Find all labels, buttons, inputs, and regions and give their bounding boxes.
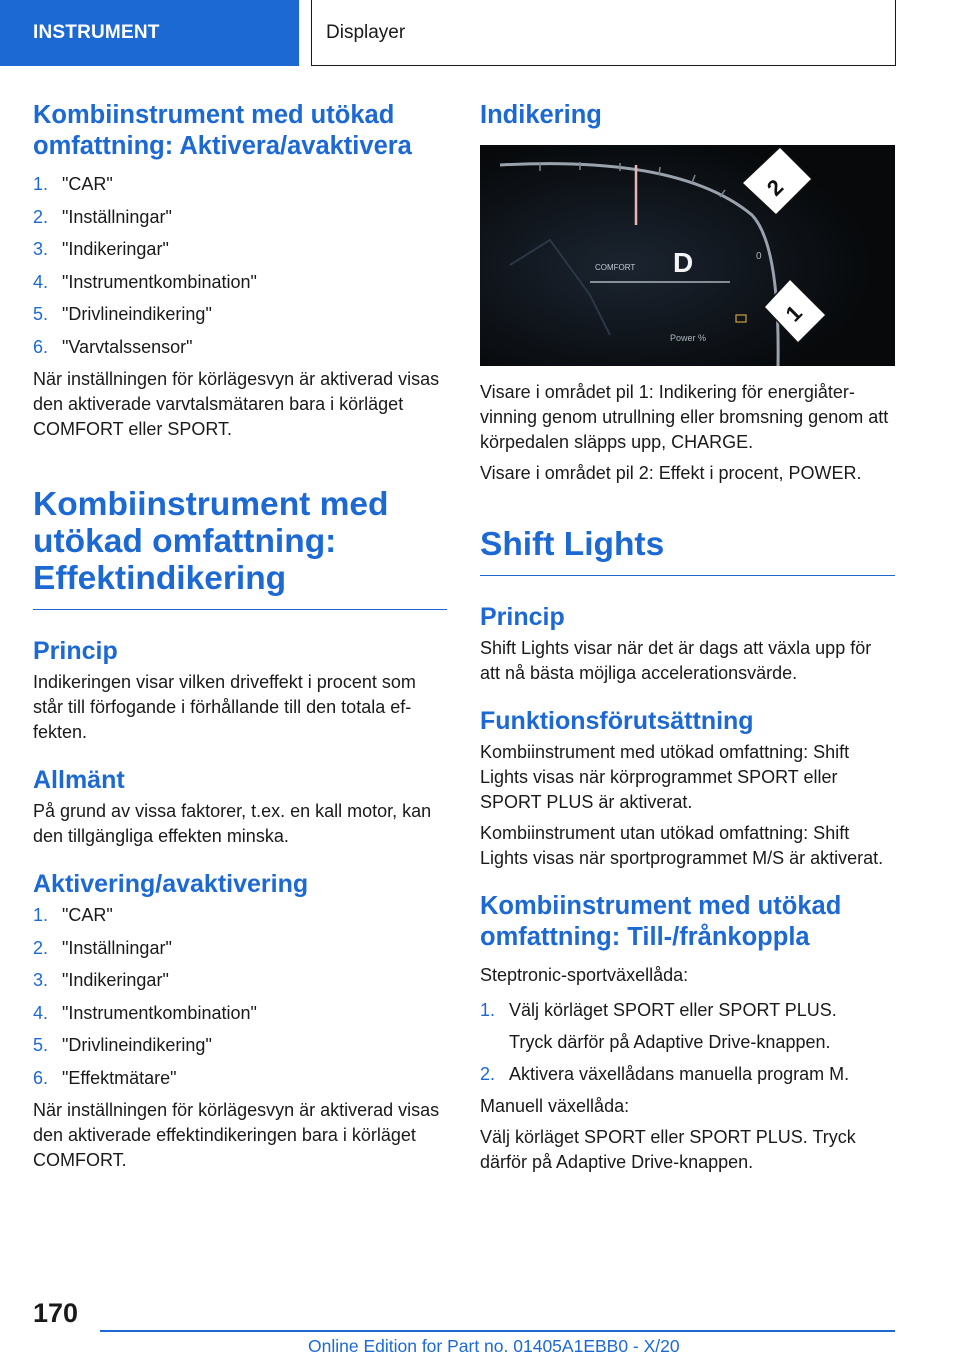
- paragraph: Shift Lights visar när det är dags att växla upp för att nå bästa möjliga accelerationsvärde.: [480, 638, 872, 683]
- heading-princip: Princip: [480, 603, 565, 631]
- heading-activate: Kombiinstrument med utökad omfattning: Aktivera/avaktivera: [33, 101, 412, 160]
- paragraph: När inställningen för körlägesvyn är aktiverad visas den aktiverade varvtalsmätaren bara i körläget COMFORT eller SPORT.: [33, 369, 440, 439]
- gear-indicator: D: [673, 247, 694, 278]
- paragraph: Välj körläget SPORT eller SPORT PLUS. Tryck därför på Adaptive Drive-knappen.: [480, 1127, 856, 1172]
- list-item: 5. "Drivlineindikering": [33, 304, 212, 324]
- left-column: [33, 100, 447, 1179]
- list-item: 6. "Varvtalssensor": [33, 336, 193, 357]
- list-item: 1. "CAR": [33, 174, 113, 194]
- chapter-tab: [311, 0, 896, 66]
- paragraph: Indikeringen visar vilken driveffekt i procent som står till förfogande i förhållande till den totala effekten.: [33, 672, 416, 742]
- paragraph: På grund av vissa faktorer, t.ex. en kall motor, kan den tillgängliga effekten minska.: [33, 801, 432, 846]
- chapter-title: Displayer: [326, 21, 406, 43]
- svg-text:1: 1: [780, 300, 807, 327]
- paragraph: Kombiinstrument utan utökad omfattning: Shift Lights visas när sportprogrammet M/S är aktiverat.: [480, 823, 884, 868]
- list-item: 2. "Inställningar": [33, 937, 172, 958]
- heading-allmant: Allmänt: [33, 766, 125, 794]
- heading-shift-lights: Shift Lights: [480, 526, 895, 576]
- power-label: Power %: [670, 333, 707, 343]
- list-item: 4. "Instrumentkombination": [33, 271, 257, 292]
- paragraph: Manuell växellåda:: [480, 1096, 630, 1116]
- footer-divider: [100, 1330, 895, 1332]
- heading-effektindikering: Kombiinstrument med utökad omfattning: Effektindikering: [33, 486, 447, 610]
- heading-till-frankoppla: Kombiinstrument med utökad omfattning: Till-/frånkoppla: [480, 892, 842, 951]
- list-item: 2. "Inställningar": [33, 206, 172, 227]
- page-number: 170: [33, 1298, 79, 1328]
- section-title: INSTRUMENT: [33, 22, 160, 43]
- aktivering-steps-list: [33, 903, 447, 1091]
- list-item: 1. Välj körläget SPORT eller SPORT PLUS.: [480, 1000, 837, 1020]
- list-item: 4. "Instrumentkombination": [33, 1002, 257, 1023]
- activate-steps-list: [33, 172, 447, 360]
- paragraph: Visare i området pil 2: Effekt i procent, POWER.: [480, 463, 862, 483]
- heading-princip: Princip: [33, 637, 118, 665]
- list-item: 5. "Drivlineindikering": [33, 1035, 212, 1055]
- shift-steps-list: [480, 998, 895, 1087]
- list-item-detail: Tryck därför på Adaptive Drive-knappen.: [509, 1032, 831, 1052]
- list-item: 6. "Effektmätare": [33, 1067, 177, 1088]
- list-item: 3. "Indikeringar": [33, 970, 169, 990]
- list-item: 1. "CAR": [33, 905, 113, 925]
- instrument-cluster-photo: [480, 145, 895, 366]
- gauge-zero-label: 0: [756, 251, 762, 262]
- paragraph: Visare i området pil 1: Indikering för energiåtervinning genom utrullning eller bromsning genom att körpedalen släpps upp, CHARGE.: [480, 382, 889, 452]
- heading-funktionsforutsattning: Funktionsförutsättning: [480, 707, 754, 735]
- list-item: 2. Aktivera växellådans manuella program M.: [480, 1064, 850, 1084]
- section-tab: [0, 0, 299, 66]
- mode-label: COMFORT: [595, 263, 636, 272]
- right-column: [480, 100, 895, 1181]
- footer-edition: Online Edition for Part no. 01405A1EBB0 - X/20: [308, 1336, 680, 1356]
- heading-aktivering: Aktivering/avaktivering: [33, 870, 309, 898]
- paragraph: När inställningen för körlägesvyn är aktiverad visas den aktiverade effektindikeringen bara i körläget COMFORT.: [33, 1100, 440, 1170]
- paragraph: Steptronic-sportväxellåda:: [480, 965, 689, 985]
- heading-indikering: Indikering: [480, 101, 602, 129]
- list-item: 3. "Indikeringar": [33, 239, 169, 259]
- paragraph: Kombiinstrument med utökad omfattning: Shift Lights visas när körprogrammet SPORT eller SPORT PLUS är aktiverat.: [480, 742, 850, 812]
- svg-text:2: 2: [761, 174, 789, 201]
